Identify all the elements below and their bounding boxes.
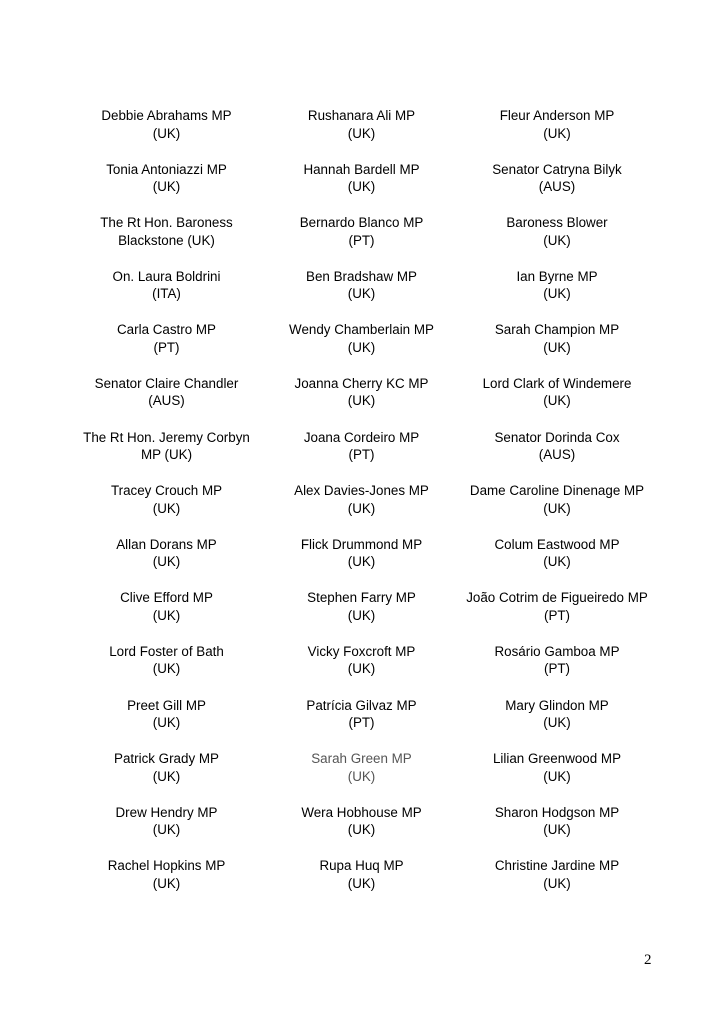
signatory-entry	[264, 589, 459, 643]
signatory-country: Blackstone (UK)	[118, 232, 215, 248]
signatory-country: (UK)	[152, 500, 181, 516]
signatory-name: Rosário Gamboa MP	[494, 643, 620, 659]
signatory-country: (AUS)	[538, 179, 576, 195]
signatory-country: (PT)	[348, 447, 375, 463]
signatory-country: (UK)	[543, 286, 571, 302]
signatory-country: (UK)	[152, 125, 181, 141]
signatory-name: Vicky Foxcroft MP	[307, 643, 416, 659]
signatory-country: (UK)	[543, 554, 571, 570]
signatory-name: Tonia Antoniazzi MP	[106, 161, 227, 177]
signatory-entry	[459, 161, 655, 215]
signatory-country: (UK)	[543, 875, 571, 891]
signatory-country: (PT)	[348, 232, 375, 248]
signatory-entry	[264, 107, 459, 161]
page-number: 2	[644, 952, 652, 968]
signatory-country: (UK)	[152, 607, 181, 623]
signatory-entry	[264, 804, 459, 858]
signatory-country: (PT)	[543, 607, 571, 623]
signatory-entry	[264, 429, 459, 483]
signatory-entry	[459, 589, 655, 643]
signatory-name: Senator Catryna Bilyk	[492, 161, 622, 177]
signatory-name: Lilian Greenwood MP	[492, 751, 622, 767]
signatory-name: Allan Dorans MP	[116, 536, 217, 552]
signatory-grid	[69, 107, 655, 911]
signatory-entry	[459, 482, 655, 536]
signatory-name: Joanna Cherry KC MP	[294, 375, 429, 391]
signatory-entry	[69, 697, 264, 751]
signatory-country: (UK)	[543, 339, 571, 355]
signatory-name: Bernardo Blanco MP	[299, 215, 424, 231]
signatory-country: (UK)	[152, 875, 181, 891]
signatory-name: Rupa Huq MP	[319, 858, 404, 874]
signatory-country: (UK)	[152, 661, 181, 677]
signatory-entry	[264, 857, 459, 911]
signatory-country: (UK)	[347, 286, 376, 302]
signatory-country: (UK)	[347, 393, 376, 409]
signatory-name: Patrícia Gilvaz MP	[306, 697, 417, 713]
signatory-name: The Rt Hon. Jeremy Corbyn	[83, 429, 250, 445]
signatory-country: (UK)	[347, 339, 376, 355]
signatory-entry	[69, 161, 264, 215]
signatory-country: (UK)	[152, 715, 181, 731]
signatory-entry	[264, 750, 459, 804]
signatory-country: (UK)	[152, 179, 181, 195]
signatory-name: Sarah Champion MP	[494, 322, 620, 338]
signatory-country: (UK)	[543, 768, 571, 784]
signatory-name: Sarah Green MP	[311, 751, 412, 767]
signatory-entry	[69, 750, 264, 804]
signatory-country: (UK)	[543, 232, 571, 248]
signatory-entry	[459, 268, 655, 322]
signatory-country: (UK)	[347, 125, 376, 141]
signatory-country: (AUS)	[148, 393, 185, 409]
signatory-country: (UK)	[347, 768, 376, 784]
signatory-entry	[459, 321, 655, 375]
signatory-country: (UK)	[347, 500, 376, 516]
signatory-country: (UK)	[543, 393, 571, 409]
signatory-entry	[459, 804, 655, 858]
signatory-entry	[264, 214, 459, 268]
signatory-country: (UK)	[543, 715, 571, 731]
signatory-country: (UK)	[152, 554, 181, 570]
signatory-entry	[264, 536, 459, 590]
signatory-name: Colum Eastwood MP	[494, 536, 620, 552]
signatory-entry	[459, 536, 655, 590]
signatory-name: Preet Gill MP	[127, 697, 206, 713]
signatory-entry	[264, 643, 459, 697]
signatory-country: (UK)	[347, 661, 376, 677]
signatory-name: Tracey Crouch MP	[110, 483, 223, 499]
signatory-name: Rachel Hopkins MP	[107, 858, 226, 874]
signatory-country: (UK)	[347, 179, 376, 195]
signatory-entry	[264, 482, 459, 536]
signatory-country: (UK)	[543, 500, 571, 516]
signatory-entry	[69, 482, 264, 536]
signatory-name: Sharon Hodgson MP	[494, 804, 620, 820]
signatory-entry	[69, 321, 264, 375]
signatory-country: (AUS)	[538, 447, 576, 463]
signatory-entry	[459, 214, 655, 268]
signatory-country: (ITA)	[152, 286, 181, 302]
signatory-entry	[69, 429, 264, 483]
signatory-entry	[459, 429, 655, 483]
signatory-entry	[264, 697, 459, 751]
signatory-name: Lord Foster of Bath	[109, 643, 224, 659]
signatory-entry	[69, 214, 264, 268]
signatory-name: Rushanara Ali MP	[307, 108, 416, 123]
signatory-country: (UK)	[347, 554, 376, 570]
signatory-name: Joana Cordeiro MP	[303, 429, 420, 445]
signatory-entry	[264, 161, 459, 215]
signatory-entry	[264, 375, 459, 429]
signatory-entry	[69, 589, 264, 643]
signatory-name: Drew Hendry MP	[115, 804, 218, 820]
signatory-entry	[69, 375, 264, 429]
signatory-entry	[459, 107, 655, 161]
signatory-name: Senator Dorinda Cox	[494, 429, 620, 445]
signatory-name: Hannah Bardell MP	[303, 161, 420, 177]
signatory-country: (UK)	[543, 125, 571, 141]
signatory-entry	[69, 107, 264, 161]
signatory-country: (UK)	[543, 822, 571, 838]
signatory-name: Debbie Abrahams MP	[101, 108, 232, 123]
signatory-name: Wera Hobhouse MP	[301, 804, 422, 820]
signatory-entry	[69, 643, 264, 697]
signatory-entry	[69, 536, 264, 590]
signatory-entry	[264, 268, 459, 322]
signatory-country: MP (UK)	[140, 447, 193, 463]
signatory-name: Ben Bradshaw MP	[306, 268, 417, 284]
signatory-name: Flick Drummond MP	[300, 536, 423, 552]
signatory-entry	[69, 804, 264, 858]
signatory-entry	[69, 857, 264, 911]
signatory-entry	[69, 268, 264, 322]
signatory-country: (PT)	[543, 661, 571, 677]
signatory-name: Patrick Grady MP	[114, 751, 219, 767]
signatory-name: Carla Castro MP	[117, 322, 216, 338]
signatory-entry	[264, 321, 459, 375]
signatory-name: Baroness Blower	[506, 215, 608, 231]
signatory-name: Wendy Chamberlain MP	[289, 322, 434, 338]
signatory-name: Ian Byrne MP	[516, 268, 598, 284]
signatory-name: Fleur Anderson MP	[499, 108, 615, 123]
signatory-name: Christine Jardine MP	[494, 858, 620, 874]
signatory-entry	[459, 643, 655, 697]
signatory-name: Alex Davies-Jones MP	[294, 483, 429, 499]
signatory-name: Dame Caroline Dinenage MP	[469, 483, 645, 499]
signatory-name: Lord Clark of Windemere	[482, 375, 632, 391]
signatory-name: Senator Claire Chandler	[94, 375, 239, 391]
signatory-country: (UK)	[347, 822, 376, 838]
signatory-name: The Rt Hon. Baroness	[100, 215, 233, 231]
signatory-country: (PT)	[348, 715, 375, 731]
signatory-country: (UK)	[152, 768, 181, 784]
signatory-name: João Cotrim de Figueiredo MP	[466, 590, 648, 606]
signatory-country: (PT)	[153, 339, 180, 355]
signatory-country: (UK)	[152, 822, 181, 838]
signatory-country: (UK)	[347, 875, 376, 891]
signatory-name: On. Laura Boldrini	[112, 268, 221, 284]
signatory-entry	[459, 697, 655, 751]
signatory-name: Clive Efford MP	[120, 590, 213, 606]
signatory-entry	[459, 857, 655, 911]
signatory-country: (UK)	[347, 607, 376, 623]
signatory-entry	[459, 375, 655, 429]
signatory-name: Mary Glindon MP	[505, 697, 609, 713]
signatory-name: Stephen Farry MP	[307, 590, 416, 606]
signatory-entry	[459, 750, 655, 804]
